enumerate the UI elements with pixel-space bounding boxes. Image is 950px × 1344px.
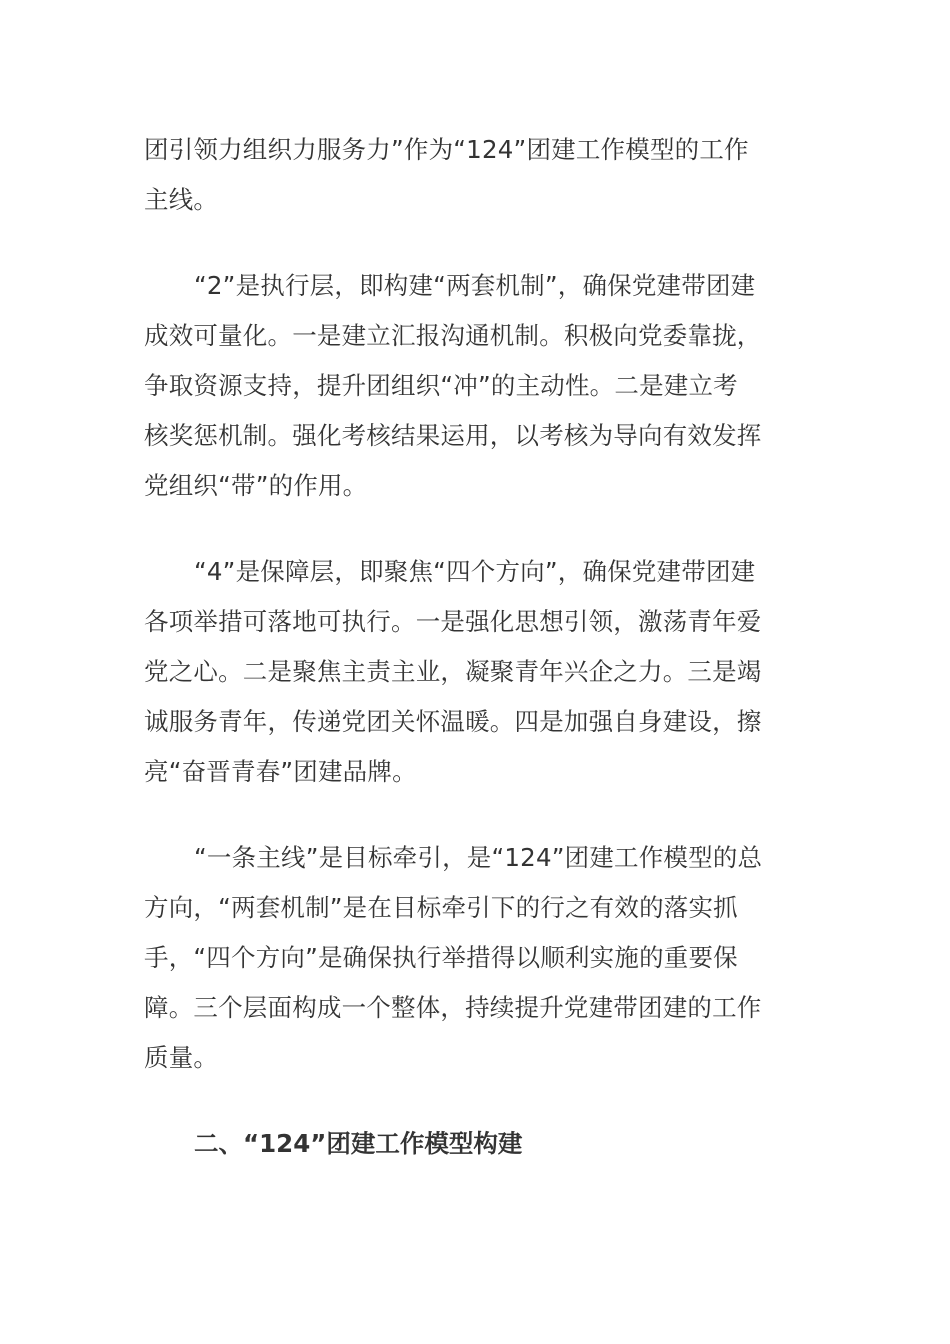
section-heading: 二、“124”团建工作模型构建 (194, 1129, 523, 1158)
paragraph-line: 各项举措可落地可执行。一是强化思想引领，激荡青年爱 (144, 607, 762, 636)
paragraph-line: 核奖惩机制。强化考核结果运用，以考核为导向有效发挥 (144, 421, 762, 450)
paragraph-line: 成效可量化。一是建立汇报沟通机制。积极向党委靠拢， (144, 321, 762, 350)
paragraph-line: 障。三个层面构成一个整体，持续提升党建带团建的工作 (144, 993, 762, 1022)
paragraph-line: “2”是执行层，即构建“两套机制”，确保党建带团建 (194, 271, 756, 300)
paragraph-line: “4”是保障层，即聚焦“四个方向”，确保党建带团建 (194, 557, 756, 586)
paragraph-4 (144, 833, 808, 1083)
paragraph-1 (144, 125, 808, 225)
document-page (144, 125, 808, 1169)
paragraph-line: 手，“四个方向”是确保执行举措得以顺利实施的重要保 (144, 943, 738, 972)
paragraph-line: 方向，“两套机制”是在目标牵引下的行之有效的落实抓 (144, 893, 738, 922)
paragraph-line: 亮“奋晋青春”团建品牌。 (144, 757, 417, 786)
paragraph-line: 质量。 (144, 1043, 219, 1072)
paragraph-line: 团引领力组织力服务力”作为“124”团建工作模型的工作 (144, 135, 749, 164)
paragraph-line: 争取资源支持，提升团组织“冲”的主动性。二是建立考 (144, 371, 738, 400)
paragraph-line: 主线。 (144, 185, 219, 214)
paragraph-2 (144, 261, 808, 511)
paragraph-3 (144, 547, 808, 797)
paragraph-line: “一条主线”是目标牵引，是“124”团建工作模型的总 (194, 843, 763, 872)
paragraph-line: 党之心。二是聚焦主责主业，凝聚青年兴企之力。三是竭 (144, 657, 762, 686)
paragraph-line: 党组织“带”的作用。 (144, 471, 368, 500)
paragraph-line: 诚服务青年，传递党团关怀温暖。四是加强自身建设，擦 (144, 707, 762, 736)
